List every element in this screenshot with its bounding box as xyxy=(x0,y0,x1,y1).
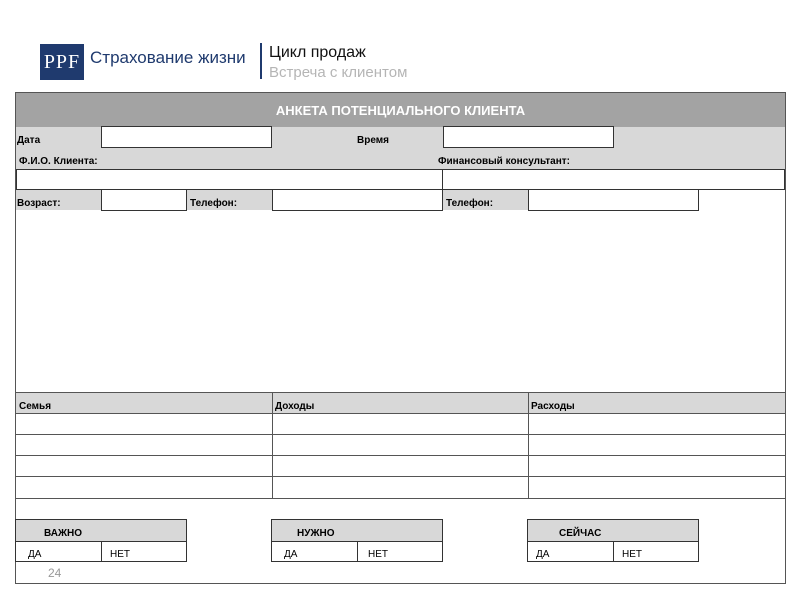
client-name-label: Ф.И.О. Клиента: xyxy=(19,156,98,167)
date-label: Дата xyxy=(17,135,41,146)
priority-important-yes[interactable]: ДА xyxy=(28,549,42,560)
priority-now xyxy=(527,519,699,562)
age-field[interactable] xyxy=(101,189,187,211)
time-field[interactable] xyxy=(443,126,614,148)
column-expenses: Расходы xyxy=(531,401,575,412)
grid-line xyxy=(15,413,786,414)
section-subtitle: Встреча с клиентом xyxy=(269,64,408,81)
age-label: Возраст: xyxy=(17,198,61,209)
phone-label: Телефон: xyxy=(190,198,238,209)
priority-now-no[interactable]: НЕТ xyxy=(622,549,642,560)
form-title: АНКЕТА ПОТЕНЦИАЛЬНОГО КЛИЕНТА xyxy=(16,93,785,127)
family-cells[interactable] xyxy=(17,415,271,497)
priority-needed xyxy=(271,519,443,562)
grid-line xyxy=(15,498,786,499)
notes-area[interactable] xyxy=(16,211,785,393)
priority-important-no[interactable]: НЕТ xyxy=(110,549,130,560)
column-income: Доходы xyxy=(275,401,315,412)
priority-now-yes[interactable]: ДА xyxy=(536,549,550,560)
columns-header-bg xyxy=(16,393,785,414)
section-title: Цикл продаж xyxy=(269,44,366,61)
client-name-field[interactable] xyxy=(16,169,443,190)
expenses-cells[interactable] xyxy=(529,415,784,497)
ppf-logo: PPF xyxy=(40,44,84,80)
brand-name: Страхование жизни xyxy=(90,48,246,67)
page-number: 24 xyxy=(48,566,62,580)
column-family: Семья xyxy=(19,401,52,412)
consultant-field[interactable] xyxy=(442,169,785,190)
income-cells[interactable] xyxy=(273,415,527,497)
priority-important-title: ВАЖНО xyxy=(44,528,82,539)
consultant-label: Финансовый консультант: xyxy=(438,156,570,167)
priority-needed-yes[interactable]: ДА xyxy=(284,549,298,560)
priority-needed-title: НУЖНО xyxy=(297,528,335,539)
priority-needed-no[interactable]: НЕТ xyxy=(368,549,388,560)
header-divider xyxy=(260,43,262,79)
priority-important xyxy=(15,519,187,562)
priority-now-title: СЕЙЧАС xyxy=(559,528,602,539)
phone-field[interactable] xyxy=(272,189,443,211)
time-label: Время xyxy=(357,135,389,146)
date-field[interactable] xyxy=(101,126,272,148)
phone2-field[interactable] xyxy=(528,189,699,211)
phone2-label: Телефон: xyxy=(446,198,494,209)
